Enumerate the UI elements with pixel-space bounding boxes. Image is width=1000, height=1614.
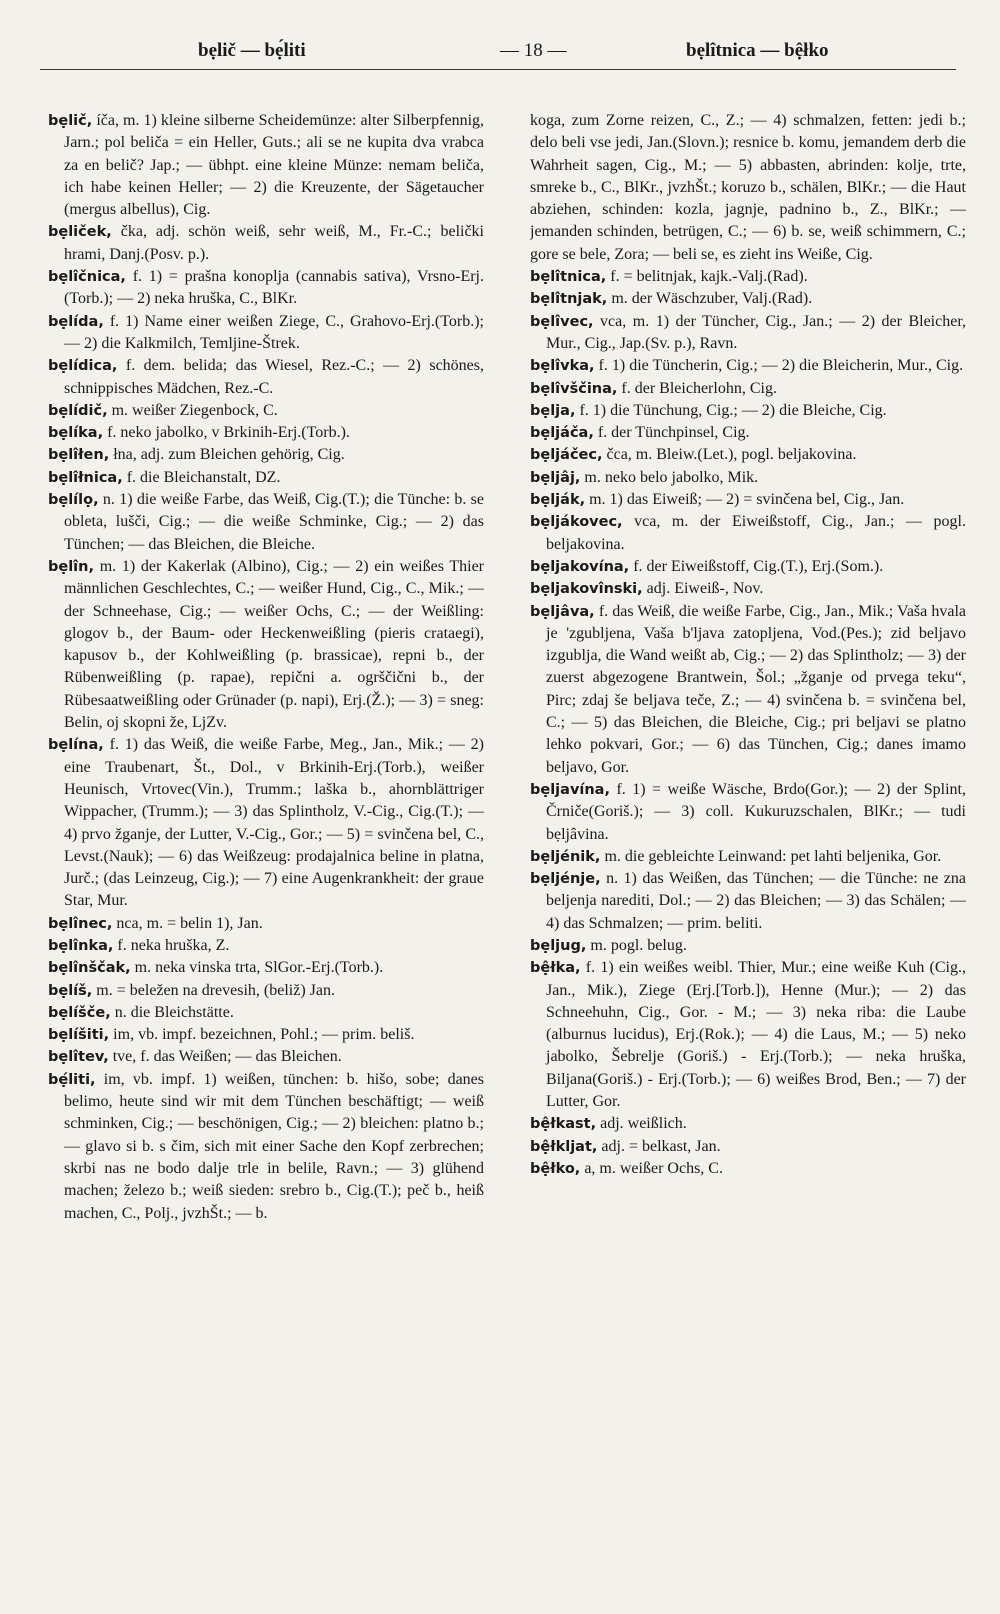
- dictionary-entry: [530, 311, 966, 356]
- entry-definition: vca, m. der Eiweißstoff, Cig., Jan.; — pogl. beljakovina.: [546, 513, 966, 553]
- entry-headword: bẹljâj,: [530, 469, 581, 486]
- entry-definition: f. 1) die Tünchung, Cig.; — 2) die Bleiche, Cig.: [579, 401, 887, 419]
- entry-headword: bẹlíšče,: [48, 1004, 111, 1021]
- dictionary-entry: [530, 1158, 966, 1180]
- dictionary-entry: [48, 444, 484, 466]
- entry-definition: f. 1) = prašna konoplja (cannabis sativa), Vrsno-Erj.(Torb.); — 2) neka hruška, C., BlKr.: [64, 268, 484, 308]
- entry-headword: bẹ́liti,: [48, 1071, 96, 1088]
- entry-definition: f. 1) Name einer weißen Ziege, C., Grahovo-Erj.(Torb.); — 2) die Kalkmilch, Temljine-Štrek.: [64, 312, 484, 352]
- entry-headword: bẹljâva,: [530, 603, 595, 620]
- entry-definition: n. 1) die weiße Farbe, das Weiß, Cig.(T.); die Tünche: b. se obleta, lušči, Cig.; — die weiße Schminke, Cig.; — 2) das Tünchen; — das Bleichen, die Bleiche.: [64, 491, 484, 553]
- entry-definition: f. 1) ein weißes weibl. Thier, Mur.; eine weiße Kuh (Cig., Jan., Mik.), Ziege (Erj.[Torb.]), Henne (Mur.); — 2) das Schneehuhn, Cig., Gor. - M.; — 3) neka riba: die Laube (alburnus lucidus), Erj.(Rok.); — 4) die Laus, M.; — 5) neko jabolko, Šebrelje (Goriš.) - Erj.(Torb.); — neka hruška, Biljana(Goriš.) - Erj.(Torb.); — 6) weißes Brod, Ben.; — 7) der Lutter, Gor.: [546, 959, 966, 1111]
- entry-definition: m. = beležen na drevesih, (beliž) Jan.: [96, 981, 335, 999]
- dictionary-entry: [48, 422, 484, 444]
- dictionary-entry: [530, 444, 966, 466]
- entry-definition: íča, m. 1) kleine silberne Scheidemünze: alter Silberpfennig, Jarn.; pol beliča = ein Heller, Guts.; ali se ne kupita dva vrabca za en belič? Jap.; — übhpt. eine kleine Münze: nemam beliča, ich habe keinen Heller; — 2) die Kreuzente, der Sägetaucher (mergus albellus), Cig.: [64, 112, 484, 219]
- dictionary-entry: [48, 957, 484, 979]
- entry-headword: bẹlič,: [48, 113, 93, 129]
- dictionary-entry: [48, 1002, 484, 1024]
- dictionary-entry: [48, 734, 484, 912]
- dictionary-entry: [48, 1046, 484, 1068]
- entry-headword: bẹliček,: [48, 224, 112, 241]
- entry-headword: bẹlîvec,: [530, 313, 594, 330]
- entry-definition: adj. = belkast, Jan.: [601, 1137, 721, 1155]
- entry-definition: f. die Bleichanstalt, DZ.: [126, 468, 281, 486]
- entry-definition: m. der Wäschzuber, Valj.(Rad).: [611, 290, 813, 308]
- dictionary-entry: [48, 110, 484, 221]
- entry-definition: f. das Weiß, die weiße Farbe, Cig., Jan., Mik.; Vaša hvala je 'zgubljena, Vaša b'ljava zatopljena, Vod.(Pes.); zid beljavo izgublja, die Wand weißt ab, Cig.; — 2) das Splintholz; — 3) der zuerst abgezogene Brantwein, Šol.; „žganje od prvega teku“, Pirc; zdaj še beljava teče, Z.; — 4) svinčena b. = svinčena bel, C.; — 5) das Bleichen, die Bleiche, Cig.; pri beljavi se platno lehko pokvari, Gor.; — 6) das Tünchen, Cig.; danes imamo beljavo, Gor.: [546, 602, 966, 776]
- entry-definition: čca, m. Bleiw.(Let.), pogl. beljakovina.: [606, 446, 857, 464]
- entry-headword: bẹljavína,: [530, 781, 610, 798]
- dictionary-entry: [530, 355, 966, 377]
- dictionary-entry: [530, 378, 966, 400]
- dictionary-entry: [530, 400, 966, 422]
- dictionary-entry: [530, 846, 966, 868]
- entry-headword: bẹljakovînski,: [530, 581, 643, 598]
- running-head-left: bẹlič — bẹ́liti: [198, 40, 306, 61]
- entry-definition: m. 1) das Eiweiß; — 2) = svinčena bel, Cig., Jan.: [589, 491, 905, 509]
- dictionary-entry: [530, 556, 966, 578]
- page-header: [38, 40, 962, 66]
- entry-definition: adj. weißlich.: [600, 1115, 687, 1133]
- dictionary-entry: [48, 266, 484, 311]
- dictionary-entry: [48, 400, 484, 422]
- entry-headword: bẹlíš,: [48, 982, 93, 999]
- entry-headword: bẹljénik,: [530, 848, 601, 865]
- entry-headword: bẹlídič,: [48, 402, 108, 419]
- entry-definition: tve, f. das Weißen; — das Bleichen.: [112, 1048, 342, 1066]
- entry-definition: m. neka vinska trta, SlGor.-Erj.(Torb.).: [134, 959, 384, 977]
- entry-headword: bẹljénje,: [530, 871, 601, 888]
- right-column: [530, 110, 966, 1600]
- entry-definition: a, m. weißer Ochs, C.: [584, 1159, 723, 1177]
- dictionary-entry: [530, 868, 966, 935]
- entry-headword: bệłkljat,: [530, 1138, 598, 1155]
- entry-headword: bẹlílọ,: [48, 492, 99, 509]
- dictionary-entry: [530, 1113, 966, 1135]
- entry-headword: bẹlíšiti,: [48, 1027, 110, 1044]
- dictionary-entry: [48, 221, 484, 266]
- dictionary-entry: [48, 980, 484, 1002]
- entry-definition: m. weißer Ziegenbock, C.: [111, 401, 278, 419]
- dictionary-entry: [48, 913, 484, 935]
- entry-definition: f. 1) = weiße Wäsche, Brdo(Gor.); — 2) der Splint, Črniče(Goriš.); — 3) coll. Kukuruzschalen, BlKr.; — tudi bẹljâvina.: [546, 780, 966, 843]
- entry-definition: adj. Eiweiß-, Nov.: [646, 580, 764, 598]
- entry-headword: bẹlîtnica,: [530, 269, 607, 286]
- dictionary-entry: [530, 957, 966, 1113]
- dictionary-entry: [530, 288, 966, 310]
- entry-definition: m. neko belo jabolko, Mik.: [584, 468, 759, 486]
- entry-headword: bẹlînka,: [48, 937, 114, 954]
- entry-definition: im, vb. impf. 1) weißen, tünchen: b. hišo, sobe; danes belimo, heute sind wir mit dem Tünchen beschäftigt; — weiß schminken, Cig.; — beschönigen, Cig.; — 2) bleichen: platno b.; — glavo si b. s čim, sich mit einer Sache den Kopf zerbrechen; skrbi nas ne bodo dalje trle in belile, Ravn.; — 3) glühend machen; železo b.; weiß sieden: srebro b., Cig.(T.); peč b., heiß machen, C., Polj., jvzhŠt.; — b.: [64, 1070, 484, 1222]
- entry-headword: bệłko,: [530, 1160, 581, 1177]
- entry-headword: bẹlídica,: [48, 358, 118, 375]
- dictionary-entry: [48, 311, 484, 356]
- dictionary-entry: [530, 467, 966, 489]
- entry-headword: bẹlînec,: [48, 915, 113, 932]
- entry-definition: f. neka hruška, Z.: [117, 936, 230, 954]
- entry-headword: bẹlîn,: [48, 558, 94, 575]
- left-column: [48, 110, 484, 1600]
- entry-definition: f. 1) das Weiß, die weiße Farbe, Meg., Jan., Mik.; — 2) eine Traubenart, Št., Dol., v Brkinih-Erj.(Torb.), weißer Heunisch, Vrtovec(Vin.), Trumm.; laška b., ahornblättriger Wippacher, (Trumm.); — 3) das Splintholz, V.-Cig., Cig.(T.); — 4) prvo žganje, der Lutter, V.-Cig., Gor.; — 5) = svinčena bel, C., Levst.(Nauk); — 6) das Weißzeug: prodajalnica beline in platna, Jurč.; (das Leinzeug, Cig.); — 7) eine Augenkrankheit: der graue Star, Mur.: [64, 736, 484, 910]
- entry-headword: bệłkast,: [530, 1116, 597, 1133]
- dictionary-entry: [530, 779, 966, 846]
- entry-headword: bẹlîtnjak,: [530, 291, 608, 308]
- entry-headword: bẹlína,: [48, 737, 104, 754]
- dictionary-entry: [530, 935, 966, 957]
- dictionary-entry: [48, 467, 484, 489]
- dictionary-entry: [48, 1069, 484, 1225]
- entry-definition: n. die Bleichstätte.: [114, 1003, 234, 1021]
- entry-definition: koga, zum Zorne reizen, C., Z.; — 4) schmalzen, fetten: jedi b.; delo beli vse jedi, Jan.(Slovn.); resnice b. komu, jemandem derb die Wahrheit sagen, Cig., M.; — 5) abbasten, abrinden: kolje, trte, smreke b., C., BlKr., jvzhŠt.; koruzo b., schälen, BlKr.; — die Haut abziehen, schinden: kozla, jagnje, padnino b., Z., BlKr.; — jemanden schinden, betrügen, C.; — 6) b. se, weiß schimmern, C.; gore se bele, Zora; — beli se, es zieht ins Weiße, Cig.: [530, 112, 966, 263]
- entry-headword: bẹlíka,: [48, 425, 104, 442]
- entry-definition: f. der Bleicherlohn, Cig.: [621, 379, 777, 397]
- entry-headword: bẹlîvka,: [530, 358, 595, 375]
- dictionary-entry: [48, 935, 484, 957]
- entry-definition: f. der Eiweißstoff, Cig.(T.), Erj.(Som.).: [633, 557, 884, 575]
- running-head-right: bẹlîtnica — bệłko: [686, 40, 829, 61]
- entry-definition: čka, adj. schön weiß, sehr weiß, M., Fr.-C.; belički hrami, Danj.(Posv. p.).: [64, 223, 484, 263]
- dictionary-entry: [530, 601, 966, 779]
- entry-headword: bẹljáča,: [530, 425, 594, 442]
- entry-headword: bẹljakovína,: [530, 558, 630, 575]
- entry-headword: bẹlída,: [48, 313, 104, 330]
- entry-headword: bẹlîtev,: [48, 1049, 109, 1066]
- entry-definition: m. die gebleichte Leinwand: pet lahti beljenika, Gor.: [604, 847, 942, 865]
- dictionary-entry: [48, 489, 484, 556]
- dictionary-entry: [530, 422, 966, 444]
- page-number: — 18 —: [500, 40, 567, 61]
- entry-headword: bẹlîčnica,: [48, 269, 126, 286]
- entry-headword: bẹlja,: [530, 402, 576, 419]
- dictionary-entry: [530, 266, 966, 288]
- dictionary-entry: [48, 1024, 484, 1046]
- entry-definition: n. 1) das Weißen, das Tünchen; — die Tünche: ne zna beljenja narediti, Dol.; — 2) das Bleichen; — 3) das Schälen; — 4) das Schmalzen; — prim. beliti.: [546, 870, 966, 932]
- header-rule: [40, 69, 956, 70]
- entry-definition: f. dem. belida; das Wiesel, Rez.-C.; — 2) schönes, schnippisches Mädchen, Rez.-C.: [64, 357, 484, 397]
- dictionary-entry: [530, 578, 966, 600]
- entry-definition: f. = belitnjak, kajk.-Valj.(Rad).: [610, 268, 808, 286]
- dictionary-entry: [530, 511, 966, 556]
- entry-headword: bệłka,: [530, 960, 581, 977]
- dictionary-entry: [48, 355, 484, 400]
- entry-definition: f. 1) die Tüncherin, Cig.; — 2) die Bleicherin, Mur., Cig.: [598, 357, 964, 375]
- dictionary-entry: [530, 110, 966, 266]
- entry-headword: bẹlîvščina,: [530, 380, 618, 397]
- dictionary-entry: [530, 1136, 966, 1158]
- entry-headword: bẹljáčec,: [530, 447, 603, 464]
- dictionary-entry: [48, 556, 484, 734]
- entry-definition: im, vb. impf. bezeichnen, Pohl.; — prim. beliš.: [113, 1026, 415, 1044]
- entry-definition: m. 1) der Kakerlak (Albino), Cig.; — 2) ein weißes Thier männlichen Geschlechtes, C.; — weißer Hund, Cig., C., Mik.; — der Schneehase, Cig.; — weißer Ochs, C.; — der Weißling: glogov b., der Baum- oder Heckenweißling (pieris crataegi), kapusov b., der Kohlweißling (p. brassicae), repni b., der Rübenweißling (p. rapae), repični a. ogrščični b., der Rübesaatweißling oder Grünader (p. napi), Erj.(Ž.); — 3) = sneg: Belin, oj skopni že, LjZv.: [64, 557, 484, 732]
- entry-headword: bẹljákovec,: [530, 514, 623, 531]
- entry-headword: bẹlîłen,: [48, 447, 110, 464]
- entry-definition: f. der Tünchpinsel, Cig.: [597, 424, 750, 442]
- entry-definition: f. neko jabolko, v Brkinih-Erj.(Torb.).: [107, 424, 350, 442]
- entry-headword: bẹljug,: [530, 937, 587, 954]
- entry-definition: vca, m. 1) der Tüncher, Cig., Jan.; — 2) der Bleicher, Mur., Cig., Jap.(Sv. p.), Ravn.: [546, 312, 966, 352]
- entry-headword: bẹlják,: [530, 492, 586, 509]
- entry-definition: nca, m. = belin 1), Jan.: [116, 914, 263, 932]
- dictionary-entry: [530, 489, 966, 511]
- entry-headword: bẹlîłnica,: [48, 469, 123, 486]
- entry-definition: łna, adj. zum Bleichen gehörig, Cig.: [113, 446, 345, 464]
- entry-headword: bẹlînščak,: [48, 960, 131, 977]
- entry-definition: m. pogl. belug.: [590, 936, 687, 954]
